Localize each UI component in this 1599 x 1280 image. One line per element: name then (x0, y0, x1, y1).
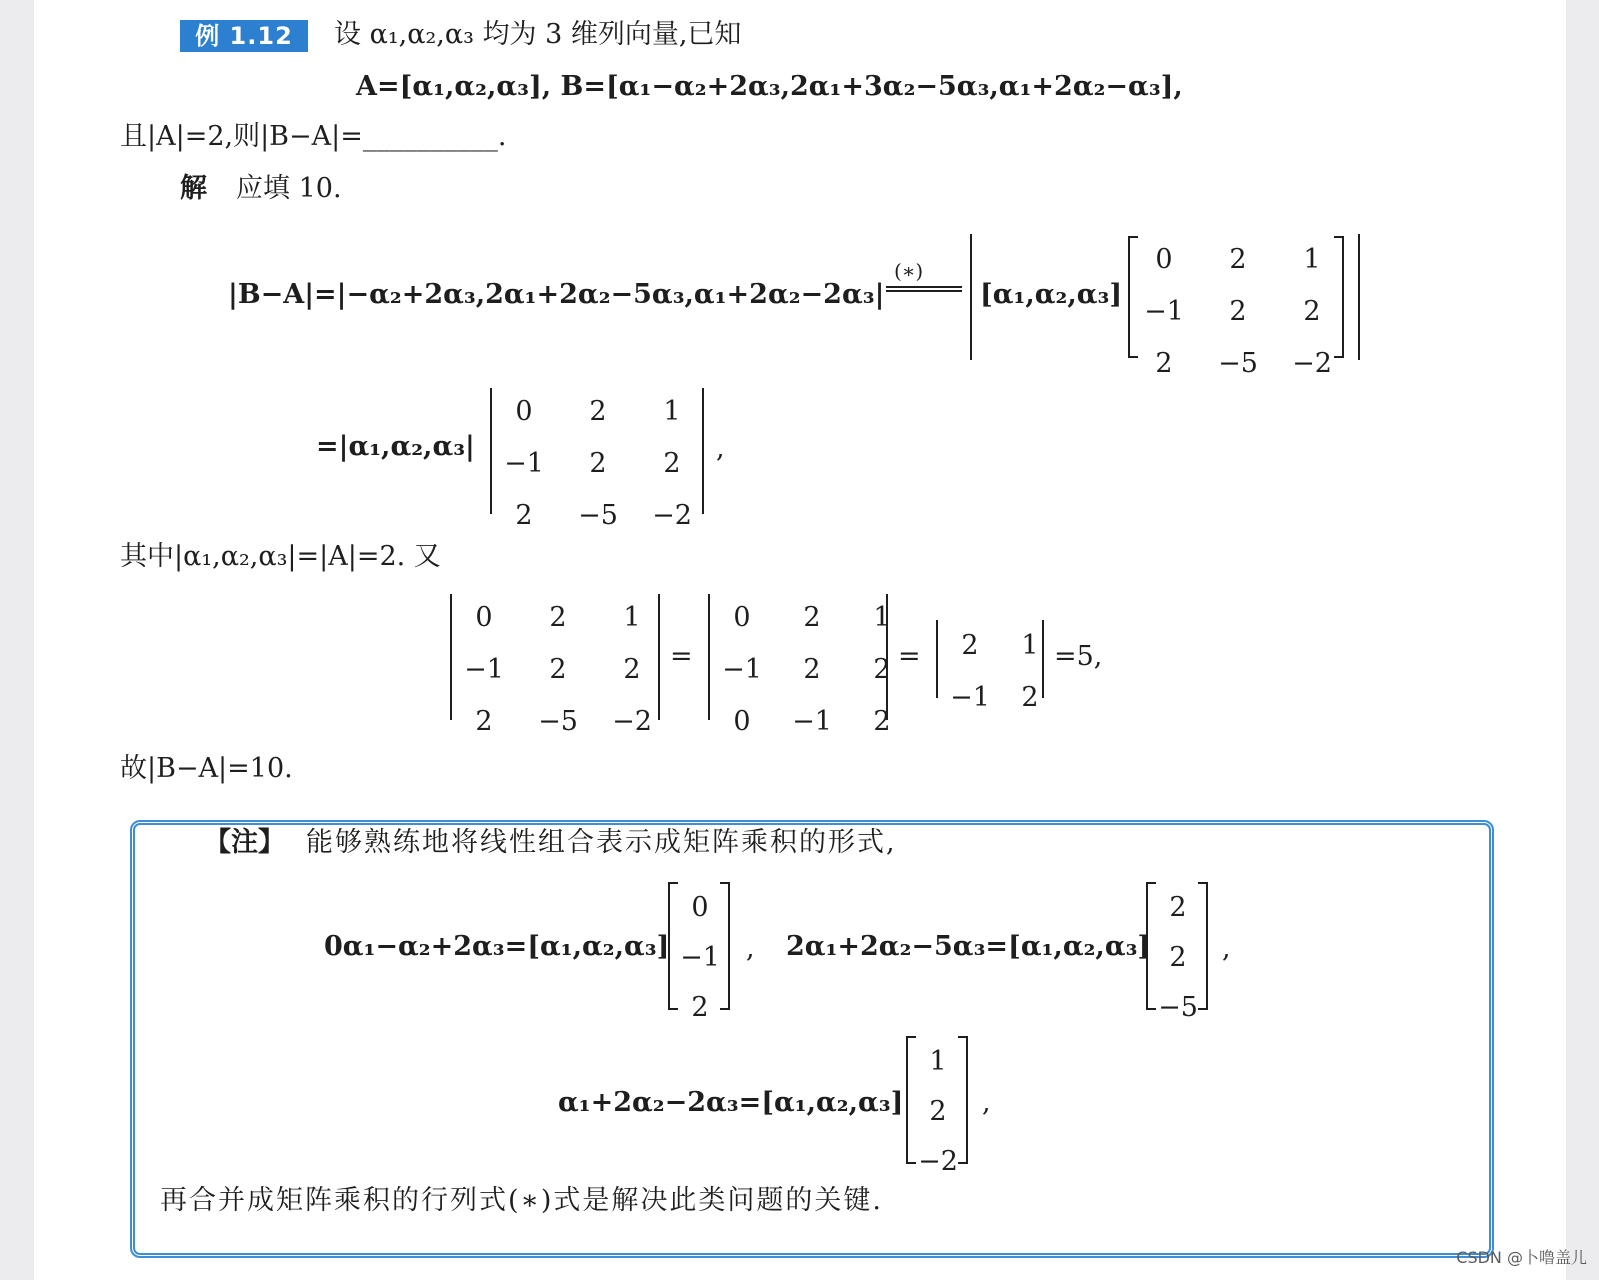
matrix-cell: 2 (873, 706, 891, 737)
matrix-cell: 2 (1021, 682, 1039, 713)
matrix-cell: 1 (663, 396, 681, 427)
defined-equal-sign (886, 286, 962, 292)
matrix-cell: 0 (1155, 244, 1173, 275)
matrix-cell: 2 (589, 448, 607, 479)
vector-cell: −5 (1158, 992, 1198, 1023)
matrix-cell: 1 (623, 602, 641, 633)
matrix-cell: 2 (1229, 296, 1247, 327)
matrix-cell: −1 (950, 682, 990, 713)
matrix-cell: −2 (652, 500, 692, 531)
solution-label: 解 (180, 173, 207, 204)
vector-cell: 0 (691, 892, 709, 923)
matrix-cell: 1 (873, 602, 891, 633)
matrix-cell: −5 (538, 706, 578, 737)
definition-line: A=[α₁,α₂,α₃], B=[α₁−α₂+2α₃,2α₁+3α₂−5α₃,α₁+2α₂−α₃], (356, 71, 1183, 102)
where-line: 其中|α₁,α₂,α₃|=|A|=2. 又 (120, 541, 441, 572)
note-sep: , (746, 933, 755, 964)
matrix-cell: 2 (1229, 244, 1247, 275)
matrix-cell: 0 (733, 706, 751, 737)
matrix-cell: −2 (612, 706, 652, 737)
matrix-cell: −1 (504, 448, 544, 479)
vector-cell: 1 (929, 1046, 947, 1077)
eq1-left: |B−A|=|−α₂+2α₃,2α₁+2α₂−5α₃,α₁+2α₂−2α₃| (228, 279, 885, 310)
note-tail-b: , (1222, 933, 1231, 964)
matrix-cell: 2 (1155, 348, 1173, 379)
matrix-cell: 2 (663, 448, 681, 479)
vector-cell: 2 (691, 992, 709, 1023)
eq2-tail: , (716, 433, 725, 464)
matrix-cell: 2 (475, 706, 493, 737)
matrix-cell: −5 (578, 500, 618, 531)
note-eq-b: 2α₁+2α₂−5α₃=[α₁,α₂,α₃] (786, 931, 1151, 962)
eq1-factor: [α₁,α₂,α₃] (980, 279, 1123, 310)
matrix-cell: 0 (515, 396, 533, 427)
eq2-left: =|α₁,α₂,α₃| (316, 431, 475, 462)
example-badge: 例 1.12 (180, 20, 308, 52)
matrix-cell: 2 (623, 654, 641, 685)
watermark: CSDN @卜噜盖儿 (1456, 1248, 1587, 1267)
matrix-cell: 2 (803, 602, 821, 633)
note-eq-a: 0α₁−α₂+2α₃=[α₁,α₂,α₃] (324, 931, 670, 962)
note-eq-c: α₁+2α₂−2α₃=[α₁,α₂,α₃] (558, 1087, 904, 1118)
matrix-cell: 2 (1303, 296, 1321, 327)
question-line: 且|A|=2,则|B−A|=__________. (120, 121, 507, 152)
matrix-cell: 2 (515, 500, 533, 531)
note-closing: 再合并成矩阵乘积的行列式(∗)式是解决此类问题的关键. (160, 1185, 884, 1216)
matrix-cell: 2 (589, 396, 607, 427)
vector-cell: −1 (680, 942, 720, 973)
det-bar-right (1358, 234, 1360, 360)
matrix-cell: −1 (464, 654, 504, 685)
eq3-equal-1: = (670, 641, 693, 672)
vector-cell: 2 (929, 1096, 947, 1127)
matrix-cell: −1 (792, 706, 832, 737)
note-title: 【注】 (204, 827, 285, 858)
example-statement: 设 α₁,α₂,α₃ 均为 3 维列向量,已知 (334, 19, 742, 50)
matrix-cell: 2 (549, 654, 567, 685)
matrix-cell: 2 (961, 630, 979, 661)
eq3-tail: =5, (1054, 641, 1103, 672)
note-text: 能够熟练地将线性组合表示成矩阵乘积的形式, (306, 827, 897, 858)
star-label: (∗) (894, 259, 924, 283)
matrix-cell: −5 (1218, 348, 1258, 379)
vector-cell: 2 (1169, 942, 1187, 973)
matrix-cell: −2 (1292, 348, 1332, 379)
vector-cell: 2 (1169, 892, 1187, 923)
matrix-cell: 0 (475, 602, 493, 633)
matrix-cell: 2 (803, 654, 821, 685)
matrix-cell: −1 (722, 654, 762, 685)
det-bar-left (970, 234, 972, 360)
matrix-cell: 1 (1303, 244, 1321, 275)
eq3-equal-2: = (898, 641, 921, 672)
vector-cell: −2 (918, 1146, 958, 1177)
note-tail-c: , (982, 1087, 991, 1118)
textbook-page (34, 0, 1566, 1280)
matrix-cell: 1 (1021, 630, 1039, 661)
matrix-cell: 2 (873, 654, 891, 685)
matrix-cell: 2 (549, 602, 567, 633)
conclusion-line: 故|B−A|=10. (120, 753, 293, 784)
matrix-cell: 0 (733, 602, 751, 633)
solution-answer: 应填 10. (236, 173, 342, 204)
matrix-cell: −1 (1144, 296, 1184, 327)
